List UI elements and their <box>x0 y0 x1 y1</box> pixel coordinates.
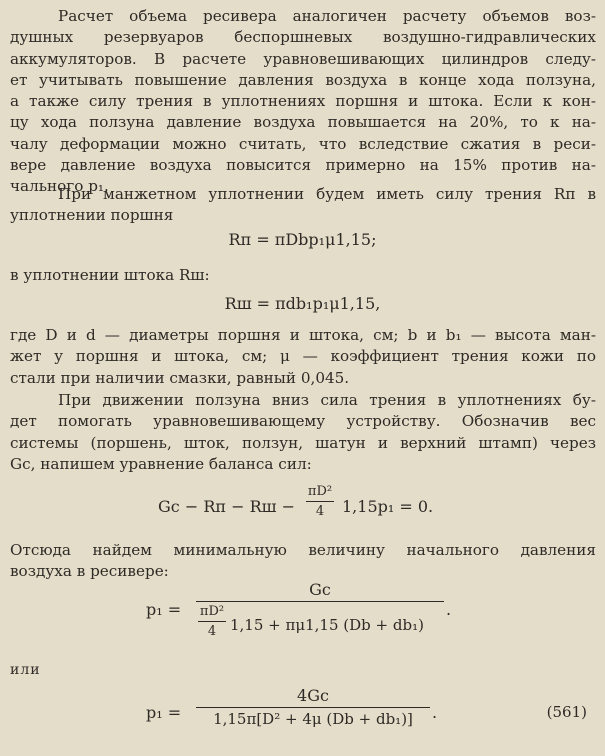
text-line: жет у поршня и штока, см; μ — коэффициент трения кожи по <box>10 347 596 366</box>
text-line: дет помогать уравновешивающему устройству. Обозначив вес <box>10 412 596 431</box>
text-line: чального p₁. <box>10 177 109 196</box>
eq-part: . <box>446 600 452 619</box>
fraction-bar <box>306 501 334 502</box>
text-line: где D и d — диаметры поршня и штока, см; b и b₁ — высота ман- <box>10 326 596 344</box>
text-line: вере давление воздуха повысится примерно на 15% против на- <box>10 156 596 175</box>
denominator: 4 <box>207 624 217 639</box>
denominator <box>196 604 444 644</box>
text-line: а также силу трения в уплотнениях поршня и штока. Если к кон- <box>10 92 596 111</box>
fraction-bar <box>196 707 430 708</box>
numerator: πD² <box>199 604 225 619</box>
text-line: аккумуляторов. В расчете уравновешивающих цилиндров следу- <box>10 49 596 68</box>
fraction-bar <box>198 621 226 622</box>
text-line: Отсюда найдем минимальную величину начального давления <box>10 541 596 559</box>
paragraph-receiver-volume <box>10 6 596 198</box>
text-line: стали при наличии смазки, равный 0,045. <box>10 368 350 387</box>
text-line: уплотнении поршня <box>10 206 174 225</box>
text-line: ет учитывать повышение давления воздуха в конце хода ползуна, <box>10 70 596 89</box>
paragraph-cuff-seal <box>10 184 596 227</box>
numerator: Gс <box>309 580 331 599</box>
text-line: При движении ползуна вниз сила трения в уплотнениях бу- <box>58 391 596 409</box>
paragraph-slider-motion <box>10 390 596 475</box>
text-line: системы (поршень, шток, ползун, шатун и верхний штамп) через <box>10 433 596 452</box>
fraction <box>196 580 444 644</box>
eq-part: 1,15p₁ = 0. <box>342 497 434 516</box>
fraction <box>306 484 334 519</box>
text-line: воздуха в ресивере: <box>10 562 169 581</box>
eq-part: . <box>432 703 438 722</box>
eq-part: p₁ = <box>146 600 182 619</box>
eq-part: Gс − Rп − Rш − <box>158 497 296 516</box>
conjunction-or: или <box>10 662 41 678</box>
text-line: чалу деформации можно считать, что вследствие сжатия в реси- <box>10 134 596 153</box>
text-line: При манжетном уплотнении будем иметь силу трения Rп в <box>58 185 596 203</box>
equation-number: (561) <box>546 703 587 721</box>
text-line: цу хода ползуна давление воздуха повышается на 20%, то к на- <box>10 113 596 132</box>
text-line: душных резервуаров беспоршневых воздушно-гидравлических <box>10 28 596 47</box>
eq-part: p₁ = <box>146 703 182 722</box>
text-line: Gс, напишем уравнение баланса сил: <box>10 454 312 473</box>
equation-piston-friction: Rп = πDbp₁μ1,15; <box>228 230 377 249</box>
numerator: πD² <box>307 484 333 499</box>
fraction-bar <box>196 601 444 602</box>
text-line: Расчет объема ресивера аналогичен расчету объемов воз- <box>58 7 596 25</box>
equation-rod-friction: Rш = πdb₁p₁μ1,15, <box>224 294 381 313</box>
paragraph-definitions <box>10 325 596 389</box>
eq-part: 1,15 + πμ1,15 (Db + db₁) <box>230 616 424 634</box>
fraction <box>196 686 430 728</box>
paragraph-minimum-pressure <box>10 540 596 583</box>
denominator: 4 <box>315 504 325 519</box>
denominator: 1,15π[D² + 4μ (Db + db₁)] <box>213 710 413 728</box>
text-line: в уплотнении штока Rш: <box>10 266 210 284</box>
numerator: 4Gс <box>297 686 329 705</box>
paragraph-rod-seal <box>10 265 596 286</box>
inner-fraction <box>198 604 226 639</box>
